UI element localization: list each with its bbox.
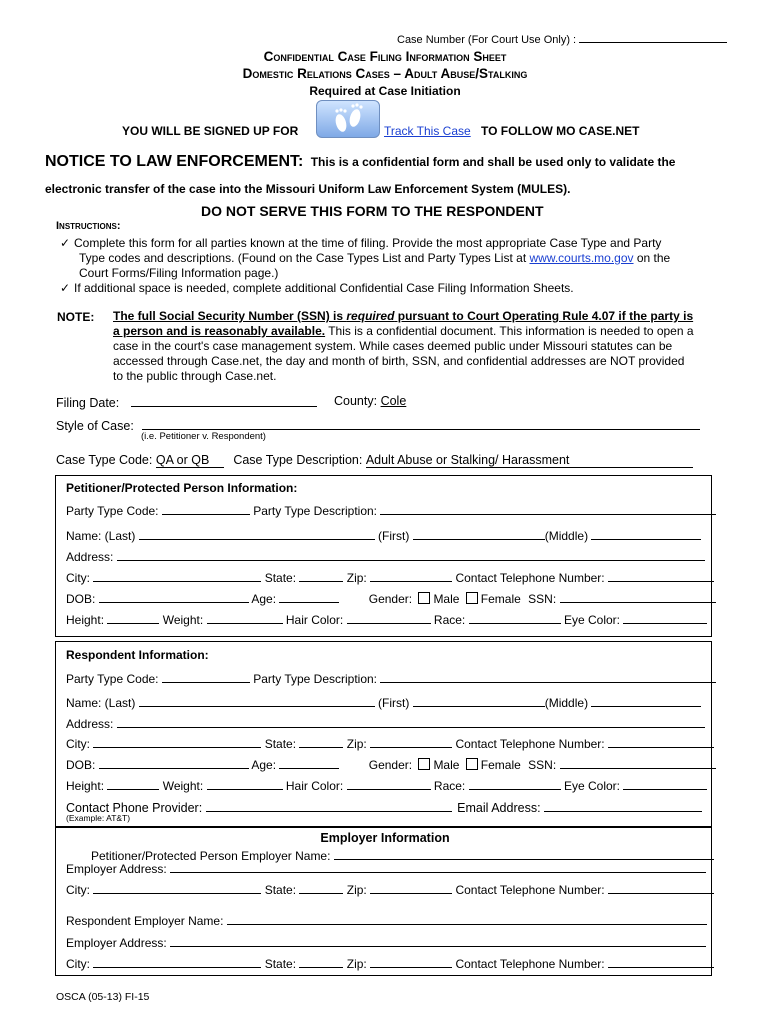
respondent-provider-row xyxy=(66,799,702,815)
city-input[interactable] xyxy=(93,569,261,582)
employer-address-label: Employer Address: xyxy=(66,936,167,950)
case-type-desc-value: Adult Abuse or Stalking/ Harassment xyxy=(365,453,570,467)
case-type-row xyxy=(56,453,693,468)
phone-input[interactable] xyxy=(608,569,714,582)
race-input[interactable] xyxy=(469,777,561,790)
race-label: Race: xyxy=(433,779,466,793)
female-checkbox[interactable] xyxy=(466,758,478,770)
ssn-input[interactable] xyxy=(560,590,716,603)
hair-input[interactable] xyxy=(347,611,431,624)
note-required: required xyxy=(346,309,395,323)
case-type-code-label: Case Type Code: xyxy=(56,453,153,467)
weight-input[interactable] xyxy=(207,777,283,790)
zip-input[interactable] xyxy=(370,955,452,968)
eye-label: Eye Color: xyxy=(563,779,620,793)
checkmark-icon: ✓ xyxy=(60,281,71,295)
resp-employer-name-label: Respondent Employer Name: xyxy=(66,914,224,928)
eye-label: Eye Color: xyxy=(563,613,620,627)
notice-text2: electronic transfer of the case into the Missouri Uniform Law Enforcement System (MULES). xyxy=(45,182,571,196)
name-first-input[interactable] xyxy=(413,694,545,707)
pet-employer-name-input[interactable] xyxy=(334,847,714,860)
respondent-name-row xyxy=(66,694,701,710)
email-input[interactable] xyxy=(544,799,702,812)
male-checkbox[interactable] xyxy=(418,592,430,604)
name-last-input[interactable] xyxy=(139,694,375,707)
ssn-label: SSN: xyxy=(528,592,557,606)
required-note: Required at Case Initiation xyxy=(309,84,461,98)
dob-label: DOB: xyxy=(66,592,96,606)
phone-input[interactable] xyxy=(608,735,714,748)
city-label: City: xyxy=(66,737,90,751)
state-label: State: xyxy=(264,957,297,971)
case-type-desc-input[interactable] xyxy=(366,453,693,468)
weight-input[interactable] xyxy=(207,611,283,624)
pet-employer-city-row xyxy=(66,881,714,897)
petitioner-height-row xyxy=(66,611,707,627)
case-type-desc-label: Case Type Description: xyxy=(233,453,363,467)
employer-address-label: Employer Address: xyxy=(66,862,167,876)
city-label: City: xyxy=(66,883,90,897)
respondent-heading: Respondent Information: xyxy=(66,648,209,662)
dob-label: DOB: xyxy=(66,758,96,772)
male-checkbox[interactable] xyxy=(418,758,430,770)
name-last-input[interactable] xyxy=(139,527,375,540)
case-number-input[interactable] xyxy=(579,30,727,43)
petitioner-address-row xyxy=(66,548,705,564)
pet-employer-name-label: Petitioner/Protected Person Employer Name: xyxy=(91,849,331,863)
resp-employer-name-input[interactable] xyxy=(227,912,707,925)
zip-input[interactable] xyxy=(370,881,452,894)
note-line4: accessed through Case.net, the day and month of birth, SSN, and confidential addresses are NOT provided xyxy=(113,354,685,368)
name-first-label: (First) xyxy=(378,696,410,710)
respondent-city-row xyxy=(66,735,714,751)
height-input[interactable] xyxy=(107,611,159,624)
name-middle-label: (Middle) xyxy=(544,529,589,543)
height-input[interactable] xyxy=(107,777,159,790)
name-first-input[interactable] xyxy=(413,527,545,540)
phone-input[interactable] xyxy=(608,881,714,894)
resp-employer-city-row xyxy=(66,955,714,971)
notice-line1 xyxy=(45,153,675,171)
notice-title: NOTICE TO LAW ENFORCEMENT: xyxy=(45,153,304,170)
footprints-icon[interactable] xyxy=(316,100,380,138)
ssn-input[interactable] xyxy=(560,756,716,769)
do-not-serve-heading: DO NOT SERVE THIS FORM TO THE RESPONDENT xyxy=(201,203,544,219)
phone-provider-input[interactable] xyxy=(206,799,452,812)
hair-label: Hair Color: xyxy=(285,613,344,627)
city-input[interactable] xyxy=(93,881,261,894)
filing-date-input[interactable] xyxy=(131,394,317,407)
note-ssn-text: The full Social Security Number (SSN) is xyxy=(113,309,347,323)
eye-input[interactable] xyxy=(623,611,707,624)
style-of-case-label: Style of Case: xyxy=(56,419,134,433)
male-label: Male xyxy=(433,758,460,772)
gender-label: Gender: xyxy=(368,758,413,772)
track-this-case-link[interactable]: Track This Case xyxy=(384,124,471,138)
city-input[interactable] xyxy=(93,955,261,968)
name-last-label: Name: (Last) xyxy=(66,696,136,710)
race-label: Race: xyxy=(433,613,466,627)
signup-suffix: TO FOLLOW MO CASE.NET xyxy=(481,124,640,138)
note-confidential: This is a confidential document. This information is needed to open a xyxy=(325,324,694,338)
party-type-desc-label: Party Type Description: xyxy=(253,504,378,518)
county-row xyxy=(334,394,406,408)
case-type-code-value: QA or QB xyxy=(155,453,210,467)
phone-label: Contact Telephone Number: xyxy=(455,883,605,897)
petitioner-party-type-row xyxy=(66,502,716,518)
party-type-desc-input[interactable] xyxy=(380,670,716,683)
email-label: Email Address: xyxy=(457,801,541,815)
name-middle-input[interactable] xyxy=(591,694,701,707)
style-hint: (i.e. Petitioner v. Respondent) xyxy=(141,431,266,442)
petitioner-city-row xyxy=(66,569,714,585)
notice-text1: This is a confidential form and shall be used only to validate the xyxy=(310,155,676,169)
form-id: OSCA (05-13) FI-15 xyxy=(56,991,150,1003)
respondent-height-row xyxy=(66,777,707,793)
party-type-code-input[interactable] xyxy=(162,502,250,515)
female-label: Female xyxy=(480,592,521,606)
name-first-label: (First) xyxy=(378,529,410,543)
name-last-label: Name: (Last) xyxy=(66,529,136,543)
female-label: Female xyxy=(480,758,521,772)
phone-input[interactable] xyxy=(608,955,714,968)
respondent-address-row xyxy=(66,715,705,731)
state-input[interactable] xyxy=(299,881,343,894)
zip-label: Zip: xyxy=(346,571,367,585)
address-label: Address: xyxy=(66,717,114,731)
phone-label: Contact Telephone Number: xyxy=(455,737,605,751)
city-label: City: xyxy=(66,957,90,971)
filing-date-label: Filing Date: xyxy=(56,396,120,410)
instruction-1-line1: Complete this form for all parties known at the time of filing. Provide the most appropriate Case Type and Party xyxy=(74,236,662,250)
state-label: State: xyxy=(264,883,297,897)
state-input[interactable] xyxy=(299,735,343,748)
party-type-desc-label: Party Type Description: xyxy=(253,672,378,686)
respondent-party-type-row xyxy=(66,670,716,686)
instruction-1-line2: Type codes and descriptions. (Found on the Case Types List and Party Types List at xyxy=(79,251,530,265)
instruction-2: If additional space is needed, complete additional Confidential Case Filing Information Sheets. xyxy=(74,281,574,295)
petitioner-heading: Petitioner/Protected Person Information: xyxy=(66,481,298,495)
resp-employer-name-row xyxy=(66,912,707,928)
address-label: Address: xyxy=(66,550,114,564)
instructions-heading: Instructions: xyxy=(56,220,121,232)
instruction-1-line3: Court Forms/Filing Information page.) xyxy=(79,266,279,280)
employer-address-input[interactable] xyxy=(170,934,706,947)
height-label: Height: xyxy=(66,779,105,793)
instructions-list xyxy=(60,236,670,296)
party-type-code-label: Party Type Code: xyxy=(66,504,159,518)
weight-label: Weight: xyxy=(162,779,204,793)
filing-date-row xyxy=(56,394,317,410)
hair-input[interactable] xyxy=(347,777,431,790)
party-type-code-label: Party Type Code: xyxy=(66,672,159,686)
name-middle-label: (Middle) xyxy=(544,696,589,710)
state-label: State: xyxy=(264,737,297,751)
note-text xyxy=(113,309,725,384)
note-available: a person and is reasonably available. xyxy=(113,324,326,338)
address-input[interactable] xyxy=(117,548,705,561)
provider-hint: (Example: AT&T) xyxy=(66,813,131,823)
ssn-label: SSN: xyxy=(528,758,557,772)
note-line3: case in the court's case management system. While cases deemed public under Missouri statutes can be xyxy=(113,339,673,353)
phone-label: Contact Telephone Number: xyxy=(455,957,605,971)
zip-input[interactable] xyxy=(370,735,452,748)
state-input[interactable] xyxy=(299,955,343,968)
state-label: State: xyxy=(264,571,297,585)
zip-input[interactable] xyxy=(370,569,452,582)
dob-input[interactable] xyxy=(99,590,249,603)
petitioner-dob-row xyxy=(66,590,716,606)
note-line5: to the public through Case.net. xyxy=(113,369,277,383)
age-label: Age: xyxy=(251,758,277,772)
checkmark-icon: ✓ xyxy=(60,236,71,250)
city-input[interactable] xyxy=(93,735,261,748)
case-number-label: Case Number (For Court Use Only) : xyxy=(397,34,577,46)
note-rule: pursuant to Court Operating Rule 4.07 if the party is xyxy=(394,309,694,323)
age-label: Age: xyxy=(251,592,277,606)
state-input[interactable] xyxy=(299,569,343,582)
male-label: Male xyxy=(433,592,460,606)
zip-label: Zip: xyxy=(346,957,367,971)
petitioner-name-row xyxy=(66,527,701,543)
eye-input[interactable] xyxy=(623,777,707,790)
pet-employer-address-row xyxy=(66,860,706,876)
name-middle-input[interactable] xyxy=(591,527,701,540)
height-label: Height: xyxy=(66,613,105,627)
respondent-dob-row xyxy=(66,756,716,772)
zip-label: Zip: xyxy=(346,737,367,751)
employer-address-input[interactable] xyxy=(170,860,706,873)
female-checkbox[interactable] xyxy=(466,592,478,604)
form-title-line2: Domestic Relations Cases – Adult Abuse/Stalking xyxy=(242,66,528,81)
case-type-code-input[interactable] xyxy=(156,453,224,468)
instruction-1-line2-end: on the xyxy=(633,251,671,265)
dob-input[interactable] xyxy=(99,756,249,769)
county-label: County: xyxy=(334,394,378,408)
party-type-desc-input[interactable] xyxy=(380,502,716,515)
phone-label: Contact Telephone Number: xyxy=(455,571,605,585)
signup-prefix: YOU WILL BE SIGNED UP FOR xyxy=(122,124,299,138)
city-label: City: xyxy=(66,571,90,585)
party-type-code-input[interactable] xyxy=(162,670,250,683)
note-label: NOTE: xyxy=(57,310,95,324)
weight-label: Weight: xyxy=(162,613,204,627)
zip-label: Zip: xyxy=(346,883,367,897)
hair-label: Hair Color: xyxy=(285,779,344,793)
county-value[interactable]: Cole xyxy=(380,394,407,408)
age-input[interactable] xyxy=(279,756,339,769)
case-number-field xyxy=(397,30,727,46)
age-input[interactable] xyxy=(279,590,339,603)
gender-label: Gender: xyxy=(368,592,413,606)
style-of-case-input[interactable] xyxy=(142,417,700,430)
employer-heading: Employer Information xyxy=(320,831,450,845)
courts-link[interactable]: www.courts.mo.gov xyxy=(529,251,634,265)
phone-provider-label: Contact Phone Provider: xyxy=(66,801,203,815)
form-title-line1: Confidential Case Filing Information Sheet xyxy=(263,49,507,64)
race-input[interactable] xyxy=(469,611,561,624)
address-input[interactable] xyxy=(117,715,705,728)
resp-employer-address-row xyxy=(66,934,706,950)
